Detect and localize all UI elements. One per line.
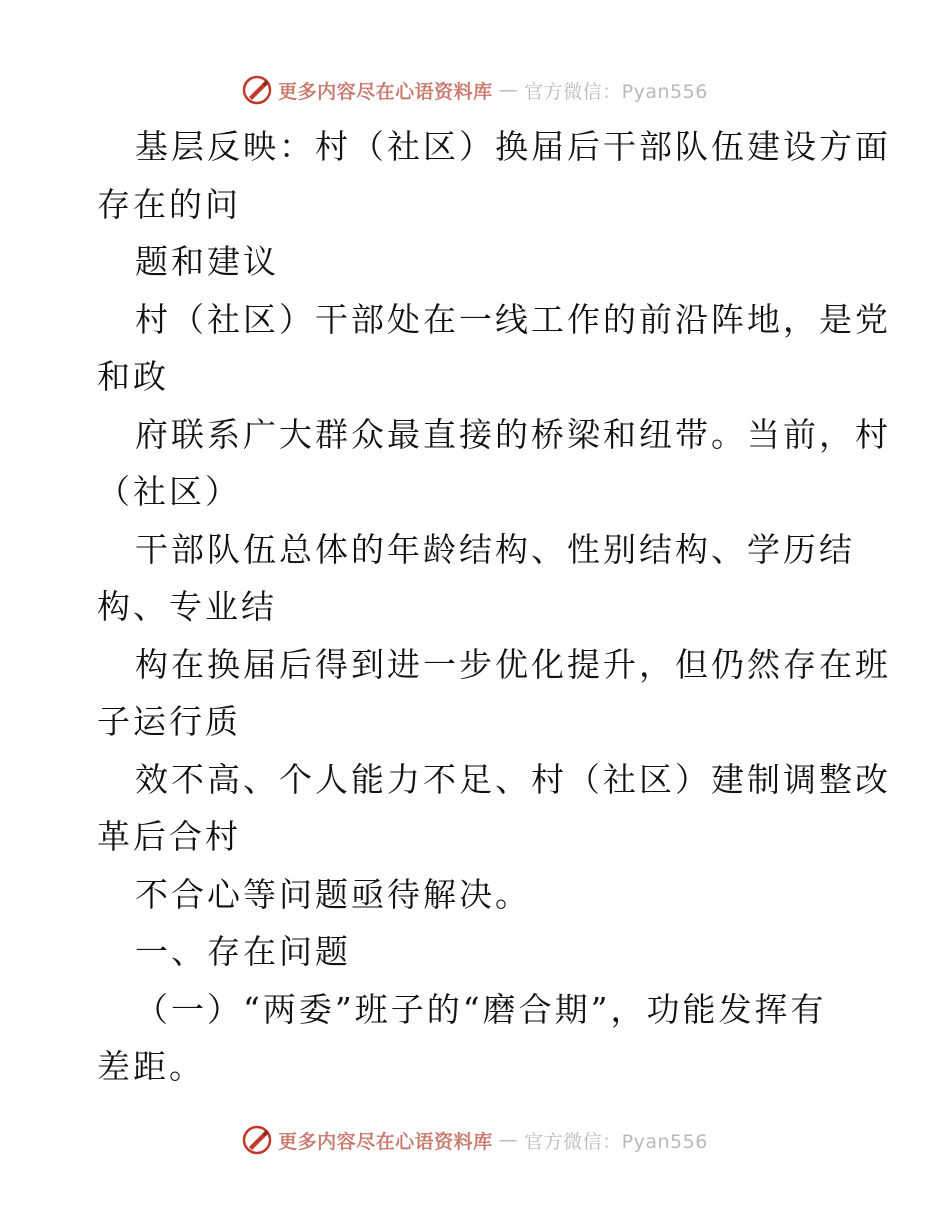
document-body [97, 118, 891, 1096]
subsection-heading: （一）“两委”班子的“磨合期”，功能发挥有 [135, 989, 827, 1029]
watermark-contact: 官方微信：Pyan556 [524, 80, 708, 103]
watermark-contact: 官方微信：Pyan556 [524, 1130, 708, 1153]
text-line: 效不高、个人能力不足、村（社区）建制调整改 [135, 759, 891, 799]
header-watermark [0, 70, 950, 110]
section-heading: 一、存在问题 [135, 932, 351, 971]
watermark-dash: — [498, 1129, 519, 1151]
text-line: （社区） [97, 472, 241, 511]
watermark-dash: — [498, 79, 519, 101]
pen-logo-icon [242, 75, 272, 105]
text-line: 不合心等问题亟待解决。 [135, 874, 531, 914]
text-line: 干部队伍总体的年龄结构、性别结构、学历结 [135, 529, 855, 569]
text-line: 基层反映：村（社区）换届后干部队伍建设方面 [135, 127, 891, 166]
text-line: 构、专业结 [97, 587, 277, 626]
watermark-title: 更多内容尽在心语资料库 [278, 80, 493, 103]
text-line: 村（社区）干部处在一线工作的前沿阵地，是党 [135, 299, 891, 339]
text-line: 和政 [97, 357, 169, 396]
footer-watermark [0, 1120, 950, 1160]
text-line: 府联系广大群众最直接的桥梁和纽带。当前，村 [135, 414, 891, 454]
text-line: 革后合村 [97, 817, 241, 856]
text-line: 存在的问 [97, 184, 241, 224]
text-line: 构在换届后得到进一步优化提升，但仍然存在班 [135, 644, 891, 684]
text-line: 题和建议 [135, 242, 279, 281]
pen-logo-icon [242, 1125, 272, 1155]
text-line: 子运行质 [97, 702, 241, 741]
watermark-title: 更多内容尽在心语资料库 [278, 1130, 493, 1153]
text-line: 差距。 [97, 1047, 205, 1086]
